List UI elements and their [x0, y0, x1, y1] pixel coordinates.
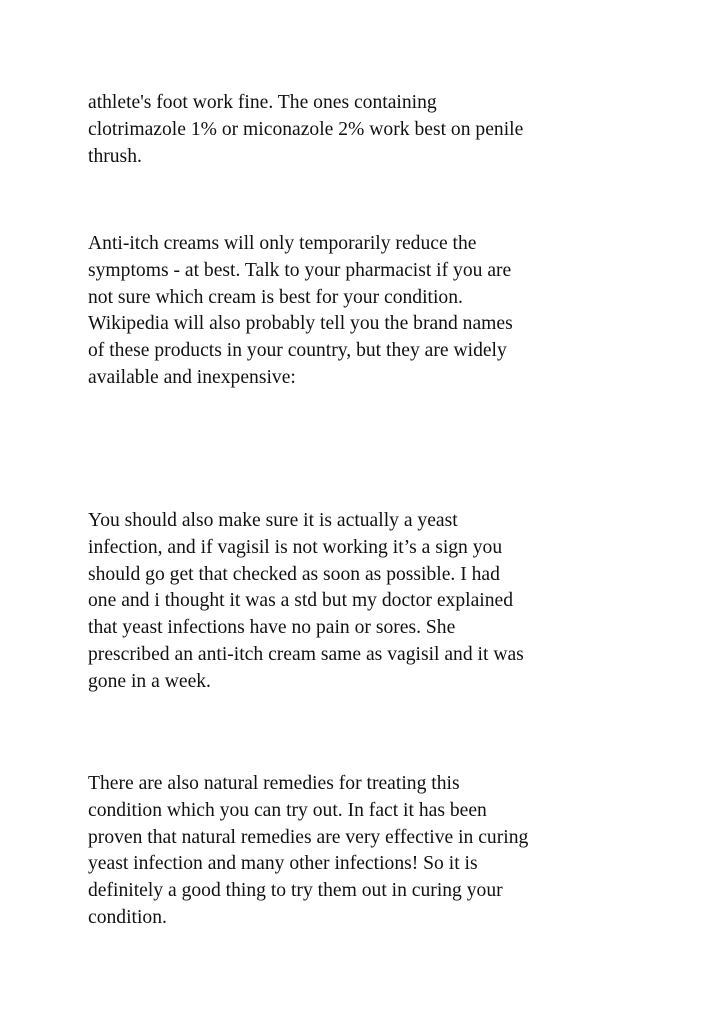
paragraph-line: condition which you can try out. In fact it has been: [88, 799, 487, 821]
paragraph-line: gone in a week.: [88, 670, 211, 692]
paragraph-line: one and i thought it was a std but my doctor explained: [88, 590, 513, 612]
paragraph-line: There are also natural remedies for treating this: [88, 773, 460, 794]
paragraph-line: thrush.: [88, 145, 142, 167]
paragraph-yeast-infection-check: [88, 508, 648, 696]
paragraph-line: athlete's foot work fine. The ones containing: [88, 92, 437, 113]
paragraph-line: Anti-itch creams will only temporarily reduce the: [88, 233, 477, 254]
paragraph-line: condition.: [88, 906, 167, 928]
paragraph-line: proven that natural remedies are very effective in curing: [88, 826, 529, 848]
paragraph-anti-itch-creams: [88, 231, 648, 392]
paragraph-line: You should also make sure it is actually a yeast: [88, 510, 458, 531]
paragraph-line: clotrimazole 1% or miconazole 2% work best on penile: [88, 118, 524, 140]
paragraph-line: of these products in your country, but they are widely: [88, 340, 507, 362]
paragraph-line: symptoms - at best. Talk to your pharmacist if you are: [88, 259, 512, 281]
paragraph-line: not sure which cream is best for your condition.: [88, 286, 463, 308]
paragraph-natural-remedies: [88, 771, 648, 932]
paragraph-line: prescribed an anti-itch cream same as vagisil and it was: [88, 643, 524, 665]
paragraph-line: yeast infection and many other infections! So it is: [88, 853, 478, 875]
paragraph-line: available and inexpensive:: [88, 366, 296, 388]
paragraph-line: infection, and if vagisil is not working it’s a sign you: [88, 536, 503, 558]
paragraph-line: definitely a good thing to try them out in curing your: [88, 880, 503, 902]
paragraph-line: should go get that checked as soon as possible. I had: [88, 563, 500, 585]
paragraph-athletes-foot: [88, 90, 648, 170]
paragraph-line: that yeast infections have no pain or sores. She: [88, 617, 456, 639]
paragraph-line: Wikipedia will also probably tell you the brand names: [88, 313, 513, 335]
